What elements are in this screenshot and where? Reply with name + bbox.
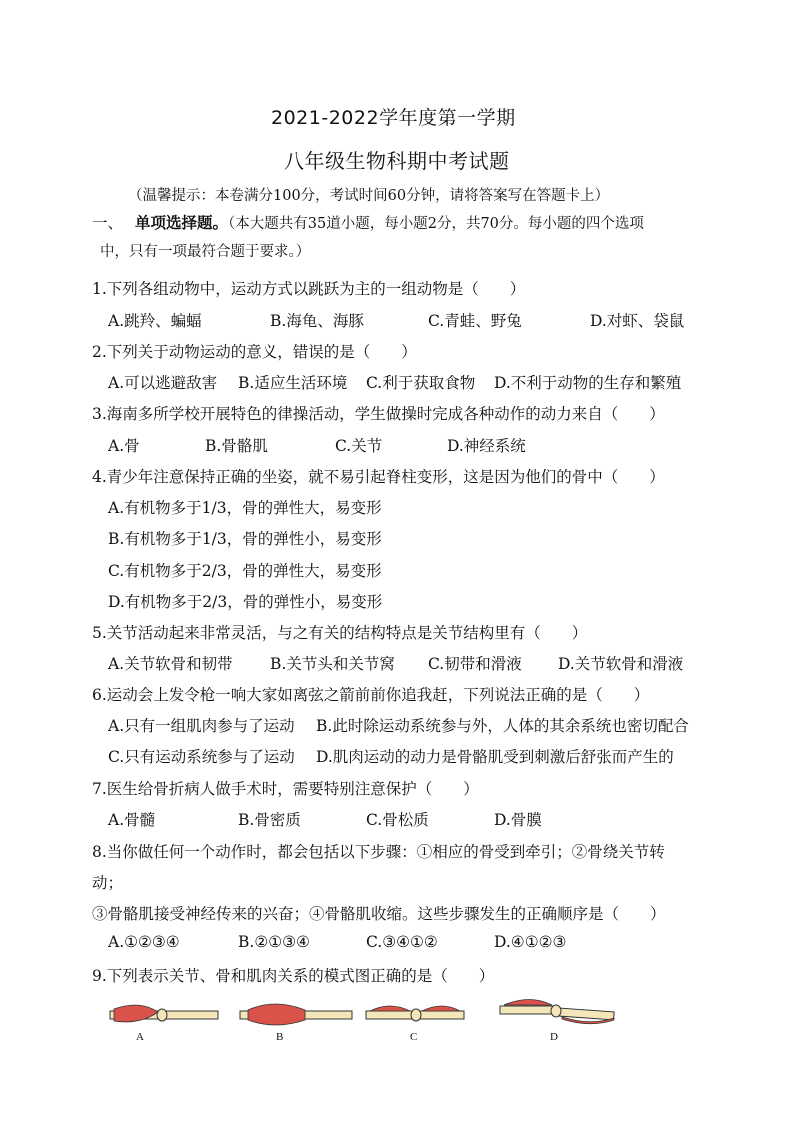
q1-option-a: A.跳羚、蝙蝠: [108, 312, 202, 330]
q4-option-c: C.有机物多于2/3，骨的弹性大，易变形: [108, 562, 382, 580]
q7-option-a: A.骨髓: [108, 811, 156, 829]
exam-title-year: 2021-2022学年度第一学期: [271, 107, 516, 129]
q7-option-c: C.骨松质: [366, 811, 429, 829]
question-3-stem: 3.海南多所学校开展特色的律操活动，学生做操时完成各种动作的动力来自（ ）: [92, 405, 665, 423]
q3-option-a: A.骨: [108, 437, 140, 455]
q1-option-d: D.对虾、袋鼠: [590, 312, 685, 330]
q8-option-b: B.②①③④: [238, 933, 310, 951]
q7-option-b: B.骨密质: [238, 811, 301, 829]
q4-option-d: D.有机物多于2/3，骨的弹性小，易变形: [108, 593, 383, 611]
question-7-stem: 7.医生给骨折病人做手术时，需要特别注意保护（ ）: [92, 780, 479, 798]
q3-option-b: B.骨骼肌: [205, 437, 268, 455]
q8-option-c: C.③④①②: [366, 933, 438, 951]
q3-option-c: C.关节: [335, 437, 383, 455]
q6-option-b: B.此时除运动系统参与外，人体的其余系统也密切配合: [316, 717, 689, 735]
q6-option-a: A.只有一组肌肉参与了运动: [108, 717, 295, 735]
diagram-d: [500, 1000, 614, 1024]
exam-title-subject: 八年级生物科期中考试题: [284, 149, 510, 173]
q9-label-a: A: [136, 1031, 144, 1043]
diagram-c: [366, 1006, 464, 1021]
q5-option-c: C.韧带和滑液: [428, 655, 522, 673]
q2-option-b: B.适应生活环境: [238, 374, 348, 392]
q3-option-d: D.神经系统: [447, 437, 526, 455]
q8-option-a: A.①②③④: [108, 933, 180, 951]
question-8-stem-line2: 动；: [92, 874, 124, 892]
diagram-b: [240, 1004, 352, 1025]
q9-label-d: D: [550, 1031, 558, 1043]
q9-label-b: B: [276, 1031, 284, 1043]
q2-option-a: A.可以逃避敌害: [108, 374, 218, 392]
q1-option-c: C.青蛙、野兔: [428, 312, 522, 330]
question-6-stem: 6.运动会上发令枪一响大家如离弦之箭前前你追我赶，下列说法正确的是（ ）: [92, 686, 650, 704]
section-number: 一、: [92, 214, 124, 232]
question-8-stem-line1: 8.当你做任何一个动作时，都会包括以下步骤：①相应的骨受到牵引；②骨绕关节转: [92, 843, 665, 861]
q5-option-a: A.关节软骨和韧带: [108, 655, 233, 673]
q7-option-d: D.骨膜: [494, 811, 542, 829]
question-9-stem: 9.下列表示关节、骨和肌肉关系的模式图正确的是（ ）: [92, 967, 495, 985]
q2-option-d: D.不利于动物的生存和繁殖: [494, 374, 682, 392]
section-desc: （本大题共有35道小题，每小题2分，共70分。每小题的四个选项: [228, 216, 644, 232]
section-heading: [92, 211, 644, 233]
q1-option-b: B.海龟、海豚: [270, 312, 364, 330]
question-5-stem: 5.关节活动起来非常灵活，与之有关的结构特点是关节结构里有（ ）: [92, 624, 588, 642]
question-4-stem: 4.青少年注意保持正确的坐姿，就不易引起脊柱变形，这是因为他们的骨中（ ）: [92, 468, 665, 486]
q4-option-b: B.有机物多于1/3，骨的弹性小，易变形: [108, 530, 382, 548]
q9-diagrams: [100, 992, 630, 1052]
question-1-stem: 1.下列各组动物中，运动方式以跳跃为主的一组动物是（ ）: [92, 280, 526, 298]
question-2-stem: 2.下列关于动物运动的意义，错误的是（ ）: [92, 343, 417, 361]
q9-label-c: C: [410, 1031, 418, 1043]
q5-option-b: B.关节头和关节窝: [270, 655, 395, 673]
question-8-stem-line3: ③骨骼肌接受神经传来的兴奋；④骨骼肌收缩。这些步骤发生的正确顺序是（ ）: [92, 905, 666, 923]
q6-option-c: C.只有运动系统参与了运动: [108, 748, 295, 766]
q6-option-d: D.肌肉运动的动力是骨骼肌受到刺激后舒张而产生的: [316, 748, 674, 766]
q8-option-d: D.④①②③: [494, 933, 567, 951]
section-desc-line2: 中，只有一项最符合题于要求。）: [100, 244, 311, 260]
q2-option-c: C.利于获取食物: [366, 374, 476, 392]
section-name: 单项选择题。: [135, 214, 229, 232]
diagram-a: [110, 1005, 218, 1022]
exam-notice: （温馨提示：本卷满分100分，考试时间60分钟，请将答案写在答题卡上）: [128, 188, 610, 204]
q4-option-a: A.有机物多于1/3，骨的弹性大，易变形: [108, 499, 382, 517]
q5-option-d: D.关节软骨和滑液: [558, 655, 684, 673]
